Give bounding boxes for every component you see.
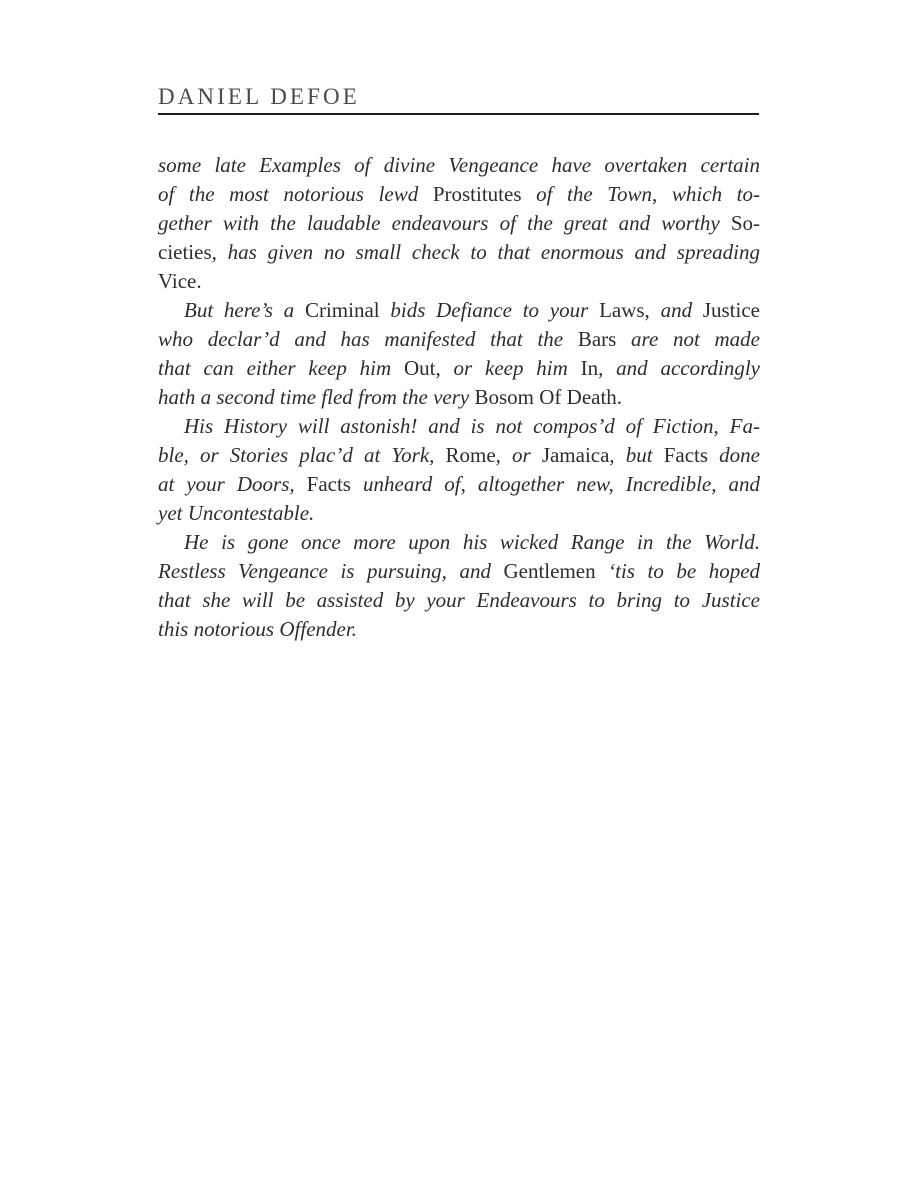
text-run: bids Defiance to your <box>390 298 600 322</box>
text-line <box>158 412 760 441</box>
text-run: or keep him <box>453 356 581 380</box>
body-text <box>158 151 760 644</box>
text-run: that she will be assisted by your Endeavours to bring to Justice <box>158 588 760 612</box>
text-line <box>158 296 760 325</box>
text-line <box>158 238 760 267</box>
text-run: and accordingly <box>616 356 761 380</box>
text-run: Restless Vengeance is pursuing, and <box>158 559 504 583</box>
text-run: gether with the laudable endeavours of the great and worthy <box>158 211 731 235</box>
text-run: cieties, <box>158 240 228 264</box>
text-run: Prostitutes <box>432 182 522 206</box>
text-line <box>158 586 760 615</box>
paragraph <box>158 151 760 296</box>
header-rule <box>158 113 759 115</box>
text-run: yet Uncontestable. <box>158 501 315 525</box>
text-run: Bosom Of Death. <box>474 385 623 409</box>
paragraph <box>158 412 760 528</box>
text-run: But here’s a <box>184 298 305 322</box>
text-run: unheard of, altogether new, Incredible, and <box>363 472 761 496</box>
text-run: Laws, <box>599 298 661 322</box>
text-run: Criminal <box>304 298 391 322</box>
text-run: Gentlemen <box>503 559 609 583</box>
text-run: He is gone once more upon his wicked Range in the World. <box>184 530 760 554</box>
text-run: hath a second time fled from the very <box>158 385 475 409</box>
text-line <box>158 528 760 557</box>
text-run: Bars <box>577 327 632 351</box>
text-run: Out, <box>403 356 454 380</box>
text-line <box>158 325 760 354</box>
text-run: of the most notorious lewd <box>158 182 433 206</box>
text-run: at your Doors, <box>158 472 307 496</box>
text-run: who declar’d and has manifested that the <box>158 327 578 351</box>
text-run: In, <box>580 356 617 380</box>
text-run: of the Town, which to- <box>521 182 760 206</box>
text-line <box>158 470 760 499</box>
text-run: ble, or Stories plac’d at York, <box>158 443 446 467</box>
text-line <box>158 209 760 238</box>
paragraph <box>158 296 760 412</box>
running-header <box>158 84 760 109</box>
text-line <box>158 151 760 180</box>
text-run: Facts <box>306 472 364 496</box>
text-run: some late Examples of divine Vengeance have overtaken certain <box>158 153 760 177</box>
text-line <box>158 180 760 209</box>
text-run: done <box>719 443 760 467</box>
text-run: ‘tis to be hoped <box>608 559 761 583</box>
text-run: but <box>625 443 664 467</box>
text-line <box>158 354 760 383</box>
paragraph <box>158 528 760 644</box>
text-run: are not made <box>631 327 760 351</box>
text-run: or <box>512 443 542 467</box>
text-run: Jamaica, <box>541 443 626 467</box>
text-run: Justice <box>702 298 760 322</box>
text-run: has given no small check to that enormous and spreading <box>227 240 760 264</box>
text-run: Facts <box>663 443 720 467</box>
text-line <box>158 557 760 586</box>
text-run: this notorious Offender. <box>158 617 357 641</box>
text-run: Vice. <box>158 269 202 293</box>
text-line <box>158 615 760 644</box>
author-header-title: DANIEL DEFOE <box>158 84 360 109</box>
text-run: that can either keep him <box>158 356 404 380</box>
text-line <box>158 441 760 470</box>
text-run: His History will astonish! and is not compos’d of Fiction, Fa- <box>184 414 760 438</box>
text-line <box>158 267 760 296</box>
text-line <box>158 499 760 528</box>
text-run: So- <box>730 211 760 235</box>
text-line <box>158 383 760 412</box>
text-run: and <box>660 298 703 322</box>
text-run: Rome, <box>445 443 513 467</box>
